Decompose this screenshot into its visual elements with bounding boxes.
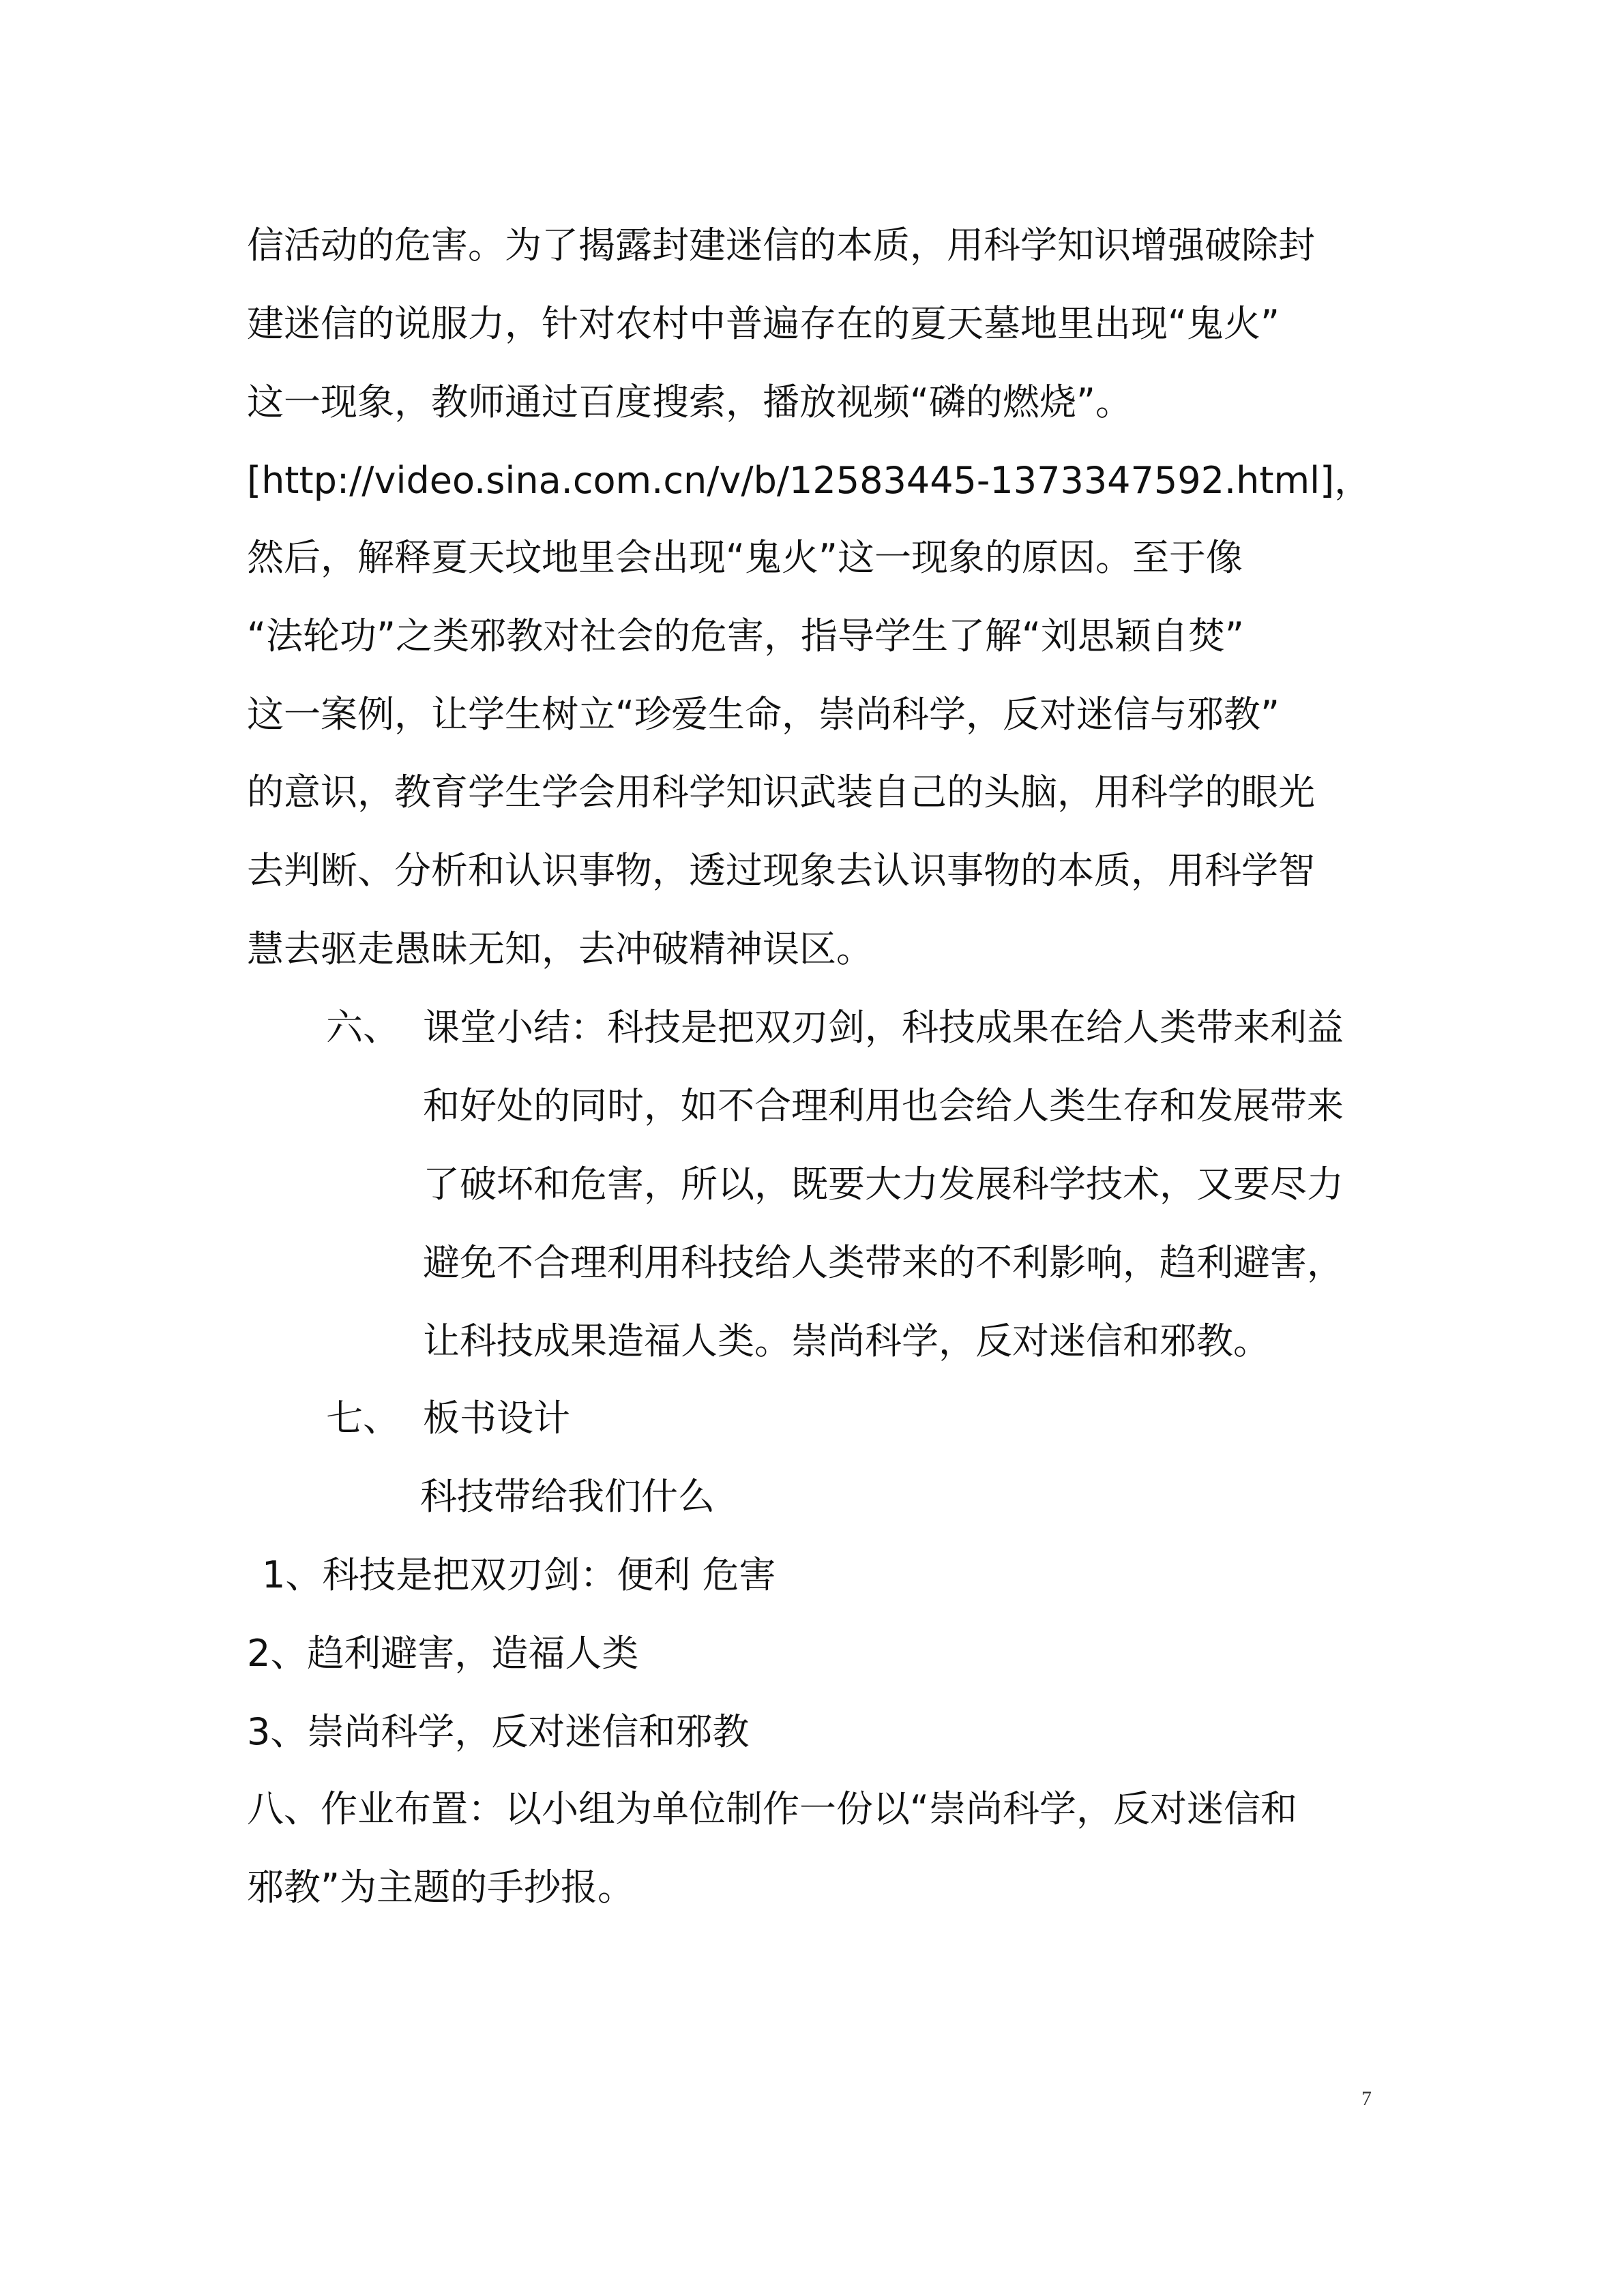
- page-number: 7: [1361, 2087, 1372, 2110]
- section-six-line-3: 了破坏和危害，所以，既要大力发展科学技术，又要尽力: [423, 1163, 1344, 1206]
- paragraph-line-3: 这一现象，教师通过百度搜索，播放视频“磷的燃烧”。: [247, 381, 1132, 423]
- section-eight-line-1: 八、作业布置：以小组为单位制作一份以“崇尚科学，反对迷信和: [247, 1787, 1297, 1830]
- paragraph-line-6: “法轮功”之类邪教对社会的危害，指导学生了解“刘思颖自焚”: [247, 614, 1244, 657]
- section-six-line-2: 和好处的同时，如不合理利用也会给人类生存和发展带来: [423, 1084, 1344, 1127]
- section-seven-number: 七、: [326, 1397, 400, 1440]
- board-item-1: 1、科技是把双刃剑：便利 危害: [262, 1553, 776, 1596]
- paragraph-line-2: 建迷信的说服力，针对农村中普遍存在的夏天墓地里出现“鬼火”: [247, 302, 1280, 345]
- section-six-line-4: 避免不合理利用科技给人类带来的不利影响，趋利避害，: [423, 1241, 1344, 1284]
- paragraph-line-1: 信活动的危害。为了揭露封建迷信的本质，用科学知识增强破除封: [247, 224, 1315, 267]
- paragraph-line-10: 慧去驱走愚昧无知，去冲破精神误区。: [247, 927, 873, 970]
- section-six-line-1: 课堂小结：科技是把双刃剑，科技成果在给人类带来利益: [423, 1006, 1344, 1049]
- board-item-2: 2、趋利避害，造福人类: [247, 1632, 639, 1675]
- section-eight-line-2: 邪教”为主题的手抄报。: [247, 1866, 634, 1909]
- section-six-line-5: 让科技成果造福人类。崇尚科学，反对迷信和邪教。: [423, 1320, 1270, 1362]
- paragraph-url-line: [http://video.sina.com.cn/v/b/12583445-1373347592.html]，: [247, 459, 1372, 502]
- section-seven-title: 板书设计: [423, 1397, 570, 1440]
- board-item-3: 3、崇尚科学，反对迷信和邪教: [247, 1710, 750, 1753]
- board-title: 科技带给我们什么: [420, 1475, 715, 1518]
- paragraph-line-7: 这一案例，让学生树立“珍爱生命，崇尚科学，反对迷信与邪教”: [247, 693, 1280, 736]
- paragraph-line-9: 去判断、分析和认识事物，透过现象去认识事物的本质，用科学智: [247, 849, 1315, 892]
- section-six-number: 六、: [326, 1006, 400, 1049]
- paragraph-line-8: 的意识，教育学生学会用科学知识武装自己的头脑，用科学的眼光: [247, 771, 1315, 814]
- paragraph-line-5: 然后，解释夏天坟地里会出现“鬼火”这一现象的原因。至于像: [247, 536, 1243, 579]
